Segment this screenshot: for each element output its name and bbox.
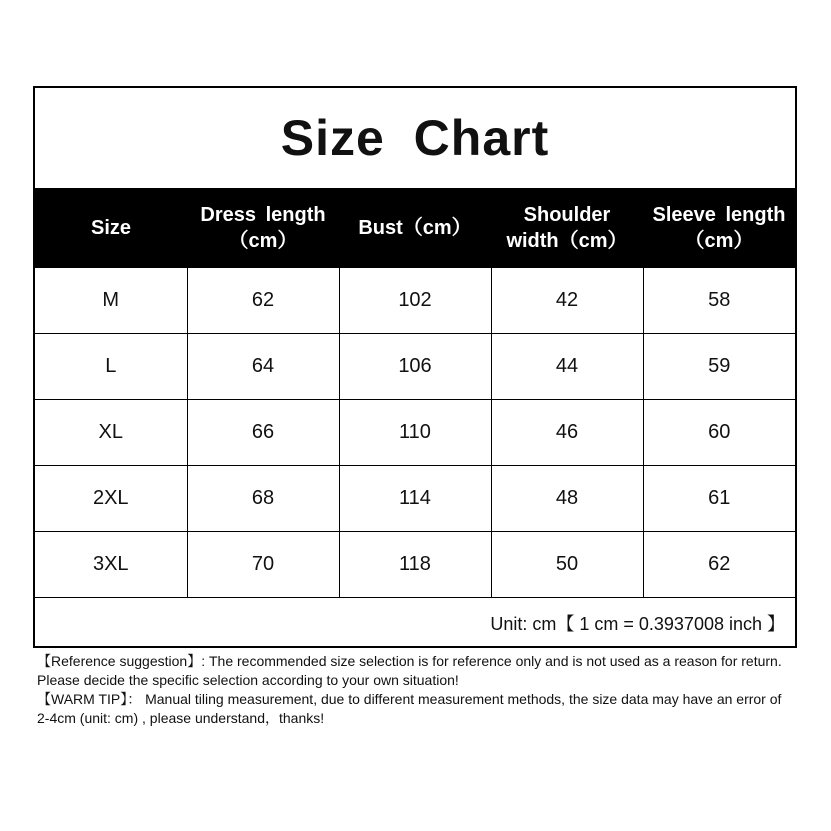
- header-size: Size: [35, 188, 187, 268]
- shoulder-width-cell: 44: [491, 334, 643, 400]
- sleeve-length-cell: 61: [643, 466, 795, 532]
- bust-cell: 106: [339, 334, 491, 400]
- size-table: [35, 188, 795, 598]
- dress-length-cell: 68: [187, 466, 339, 532]
- bust-cell: 114: [339, 466, 491, 532]
- header-row: [35, 188, 795, 268]
- table-row: [35, 466, 795, 532]
- table-row: [35, 268, 795, 334]
- shoulder-width-cell: 46: [491, 400, 643, 466]
- table-row: [35, 334, 795, 400]
- shoulder-width-cell: 48: [491, 466, 643, 532]
- size-cell: XL: [35, 400, 187, 466]
- size-cell: 3XL: [35, 532, 187, 598]
- bust-cell: 102: [339, 268, 491, 334]
- header-dress-length: Dress length （cm）: [187, 188, 339, 268]
- shoulder-width-cell: 42: [491, 268, 643, 334]
- sleeve-length-cell: 59: [643, 334, 795, 400]
- dress-length-cell: 62: [187, 268, 339, 334]
- table-row: [35, 400, 795, 466]
- header-bust: Bust（cm）: [339, 188, 491, 268]
- size-cell: M: [35, 268, 187, 334]
- dress-length-cell: 70: [187, 532, 339, 598]
- bust-cell: 110: [339, 400, 491, 466]
- dress-length-cell: 64: [187, 334, 339, 400]
- unit-conversion-note: Unit: cm【 1 cm = 0.3937008 inch 】: [490, 614, 785, 634]
- notes: [37, 652, 797, 728]
- sleeve-length-cell: 62: [643, 532, 795, 598]
- unit-row: [35, 598, 795, 648]
- chart-title: Size Chart: [280, 110, 550, 166]
- header-sleeve-length: Sleeve length （cm）: [643, 188, 795, 268]
- header-shoulder-width: Shoulder width（cm）: [491, 188, 643, 268]
- bust-cell: 118: [339, 532, 491, 598]
- title-row: [35, 88, 795, 188]
- dress-length-cell: 66: [187, 400, 339, 466]
- sleeve-length-cell: 58: [643, 268, 795, 334]
- reference-suggestion: 【Reference suggestion】: The recommended size selection is for reference only and is not used as a reason for return. Please decide the specific selection according to your own situation!: [37, 653, 782, 688]
- size-cell: L: [35, 334, 187, 400]
- shoulder-width-cell: 50: [491, 532, 643, 598]
- warm-tip: 【WARM TIP】： Manual tiling measurement, due to different measurement methods, the size data may have an error of 2-4cm (unit: cm) , please understand，thanks!: [37, 691, 782, 726]
- size-chart: [33, 86, 797, 648]
- sleeve-length-cell: 60: [643, 400, 795, 466]
- table-row: [35, 532, 795, 598]
- size-cell: 2XL: [35, 466, 187, 532]
